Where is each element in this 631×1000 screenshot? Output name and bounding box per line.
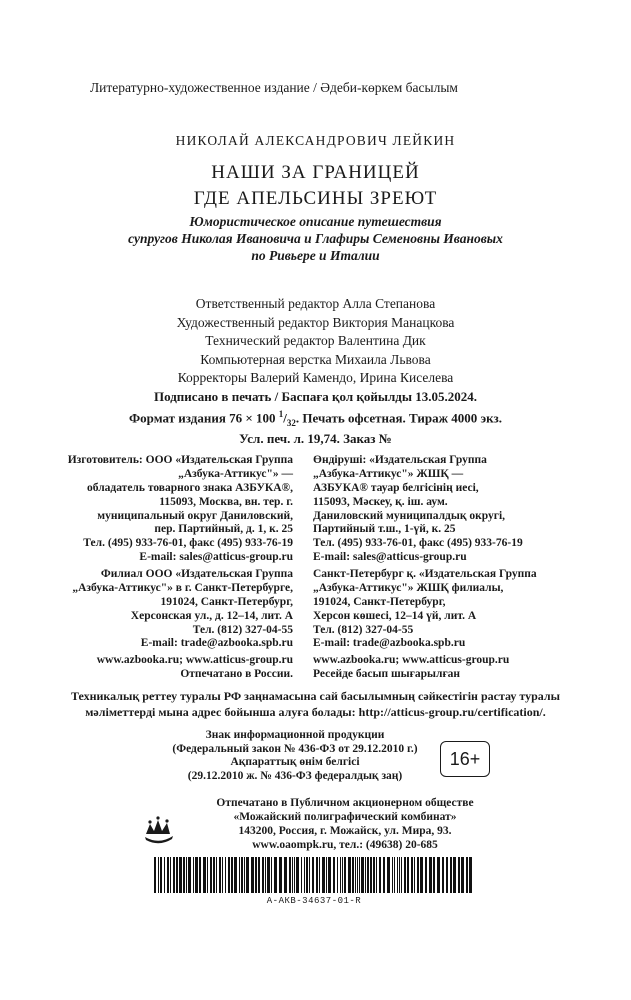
address-line: АЗБУКА® тауар белгісінің иесі, — [313, 481, 479, 494]
web-ru — [66, 654, 293, 682]
address-line: обладатель товарного знака АЗБУКА®, — [86, 481, 293, 494]
address-line: „Азбука-Аттикус"» в г. Санкт-Петербурге, — [72, 581, 293, 594]
print-info — [0, 389, 631, 447]
address-line: Тел. (495) 933-76-01, факс (495) 933-76-19 — [83, 537, 293, 550]
address-line: Херсонская ул., д. 12–14, лит. А — [130, 609, 293, 622]
address-line: Херсон көшесі, 12–14 үй, лит. А — [313, 609, 477, 622]
signed-to-print: Подписано в печать / Баспаға қол қойылды 13.05.2024. — [153, 389, 478, 404]
credit-line: Компьютерная верстка Михаила Львова — [200, 351, 431, 367]
address-line: Өндіруші: «Издательская Группа — [313, 454, 487, 466]
barcode-icon — [154, 857, 474, 893]
address-line: Тел. (812) 327-04-55 — [313, 623, 414, 636]
credit-line: Художественный редактор Виктория Манацкова — [176, 314, 455, 330]
address-line: 115093, Мәскеу, қ. іш. аум. — [313, 495, 448, 508]
subtitle-line: супругов Николая Ивановича и Глафиры Семеновны Ивановых — [128, 231, 503, 246]
printer-line: 143200, Россия, г. Можайск, ул. Мира, 93. — [238, 825, 452, 837]
format-text-rest: . Печать офсетная. Тираж 4000 экз. — [295, 409, 502, 425]
address-line: пер. Партийный, д. 1, к. 25 — [154, 523, 293, 536]
format-fraction-slash: / — [283, 409, 287, 425]
author-name: НИКОЛАЙ АЛЕКСАНДРОВИЧ ЛЕЙКИН — [175, 133, 456, 148]
address-line: 191024, Санкт-Петербург, — [313, 595, 446, 608]
address-line: „Азбука-Аттикус"» ЖШҚ филиалы, — [313, 581, 504, 594]
subtitle-line: по Ривьере и Италии — [251, 248, 380, 263]
format-line — [0, 406, 631, 431]
format-text: Формат издания 76 × 100 — [129, 409, 276, 425]
sign-line: (29.12.2010 ж. № 436-ФЗ федералдық заң) — [187, 769, 403, 782]
address-line: E-mail: sales@atticus-group.ru — [313, 551, 467, 564]
subtitle-line: Юмористическое описание путешествия — [189, 214, 442, 229]
web-line: Отпечатано в России. — [180, 667, 293, 680]
branch-kz — [313, 568, 573, 651]
address-line: „Азбука-Аттикус"» ЖШҚ — — [313, 467, 464, 480]
branch-ru — [66, 568, 293, 651]
title-line: НАШИ ЗА ГРАНИЦЕЙ — [211, 162, 420, 183]
tech-line: мәліметтерді мына адрес бойынша алуға болады: http://atticus-group.ru/certification/. — [85, 704, 546, 719]
tech-regulation-note — [0, 689, 631, 720]
web-line: www.azbooka.ru; www.atticus-group.ru — [96, 654, 293, 666]
address-line: E-mail: trade@azbooka.spb.ru — [313, 637, 466, 650]
editorial-credits — [0, 295, 631, 388]
sign-line: Ақпараттық өнім белгісі — [230, 756, 360, 768]
credit-line: Технический редактор Валентина Дик — [205, 333, 426, 348]
address-line: 191024, Санкт-Петербург, — [160, 595, 293, 608]
sheets-order-line: Усл. печ. л. 19,74. Заказ № — [239, 430, 392, 446]
title-line: ГДЕ АПЕЛЬСИНЫ ЗРЕЮТ — [193, 188, 438, 209]
address-line: „Азбука-Аттикус"» — — [178, 467, 293, 480]
address-line: E-mail: sales@atticus-group.ru — [139, 551, 293, 564]
printer-info — [160, 796, 530, 852]
printer-line: «Можайский полиграфический комбинат» — [233, 811, 457, 823]
address-line: Изготовитель: ООО «Издательская Группа — [67, 454, 293, 466]
address-line: Тел. (495) 933-76-01, факс (495) 933-76-19 — [313, 537, 523, 550]
web-line: www.azbooka.ru; www.atticus-group.ru — [313, 654, 510, 666]
address-line: 115093, Москва, вн. тер. г. — [159, 495, 293, 508]
credit-line: Ответственный редактор Алла Степанова — [195, 296, 436, 311]
address-line: Санкт-Петербург қ. «Издательская Группа — [313, 568, 537, 580]
address-line: Даниловский муниципалдық округі, — [313, 509, 506, 522]
address-line: Тел. (812) 327-04-55 — [192, 623, 293, 636]
book-subtitle — [0, 213, 631, 264]
web-line: Ресейде басып шығарылған — [313, 667, 461, 680]
format-fraction-numerator: 1 — [278, 408, 284, 419]
printer-line: www.oaompk.ru, тел.: (49638) 20-685 — [252, 839, 438, 851]
address-line: муниципальный округ Даниловский, — [97, 509, 293, 522]
series-line: Литературно-художественное издание / Әдеби-көркем басылым — [90, 80, 458, 95]
credit-line: Корректоры Валерий Камендо, Ирина Киселева — [177, 370, 454, 385]
address-line: Филиал ООО «Издательская Группа — [100, 568, 293, 580]
sign-line: (Федеральный закон № 436-ФЗ от 29.12.2010 г.) — [172, 742, 418, 755]
address-line: E-mail: trade@azbooka.spb.ru — [140, 637, 293, 650]
manufacturer-kz — [313, 454, 573, 565]
book-title — [0, 160, 631, 212]
manufacturer-ru — [66, 454, 293, 565]
web-kz — [313, 654, 573, 682]
age-rating-badge: 16+ — [440, 741, 490, 777]
barcode-number: А-АКВ-34637-01-R — [266, 896, 362, 906]
info-product-sign — [165, 729, 425, 783]
tech-line: Техникалық реттеу туралы РФ заңнамасына сай басылымның сәйкестігін растау туралы — [70, 689, 561, 703]
printer-line: Отпечатано в Публичном акционерном обществе — [216, 797, 474, 809]
format-fraction-denominator: 32 — [286, 417, 296, 428]
sign-line: Знак информационной продукции — [205, 729, 385, 741]
address-line: Партийный т.ш., 1-үй, к. 25 — [313, 523, 456, 536]
